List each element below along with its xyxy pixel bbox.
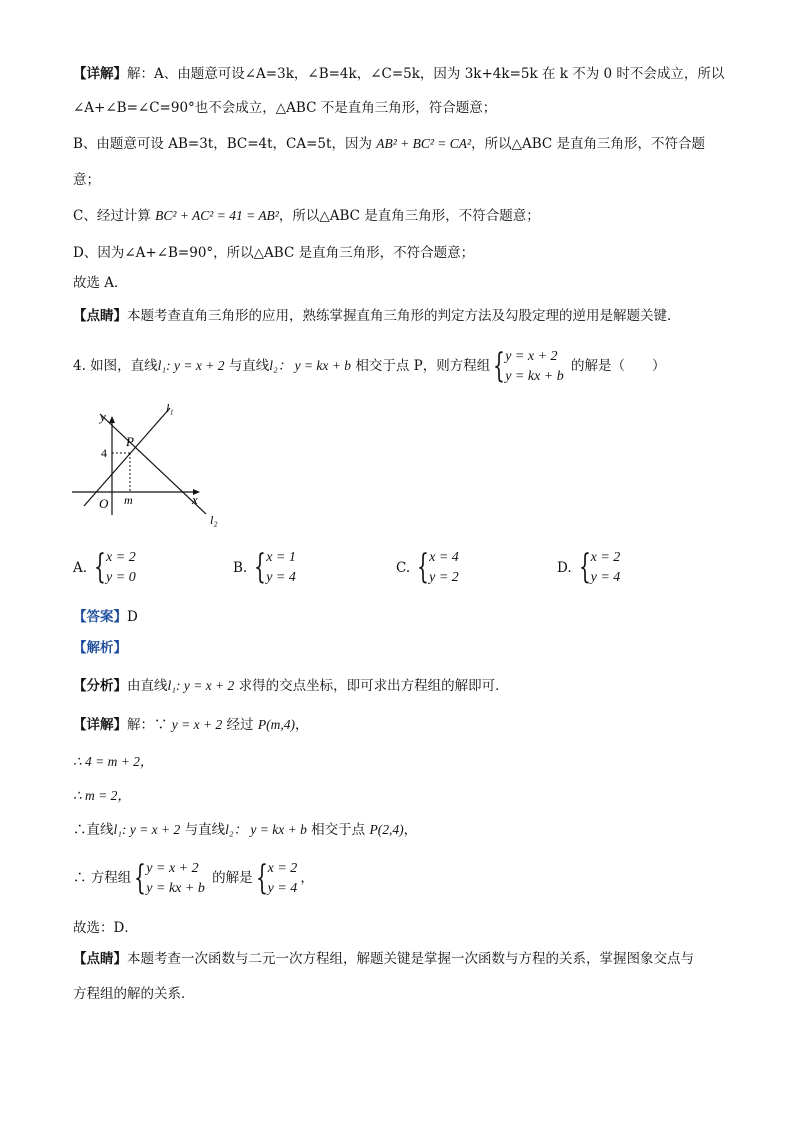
detail2-tag: 【详解】 xyxy=(73,717,127,733)
question-mid2: 相交于点 P，则方程组 xyxy=(351,358,491,374)
x-axis-label: x xyxy=(192,492,198,507)
option-c-row1: x = 4 xyxy=(429,550,459,565)
dianjing2-line-2 xyxy=(73,984,195,1004)
detail-text-5b: ，所以△ABC 是直角三角形，不符合题意； xyxy=(278,208,540,224)
detail-text-4: 意； xyxy=(73,172,100,188)
option-d-system: { x = 2 y = 4 xyxy=(578,547,621,587)
dianjing-tag: 【点睛】 xyxy=(73,308,127,324)
l2-figure-label: l₂ xyxy=(210,513,218,527)
line-l2 xyxy=(100,414,206,514)
detail-s5-r4: y = 4 xyxy=(267,880,298,896)
graph-figure xyxy=(66,400,236,535)
detail-s1-point: P(m,4) xyxy=(257,717,295,732)
option-c-label: C. xyxy=(396,560,411,576)
option-b-label: B. xyxy=(233,560,248,576)
dianjing2-text1: 本题考查一次函数与二元一次方程组，解题关键是掌握一次函数与方程的关系，掌握图象交点与 xyxy=(127,951,694,967)
dianjing2-text2: 方程组的解的关系． xyxy=(73,986,195,1002)
detail-s4a: ∴直线 xyxy=(73,822,114,838)
detail-line-2 xyxy=(73,98,496,118)
detail-s4c: 相交于点 xyxy=(306,822,370,838)
detail-tag: 【详解】 xyxy=(73,66,127,82)
detail-line-3 xyxy=(73,134,705,154)
detail-step-6 xyxy=(73,918,138,938)
fenxi-text-b: 求得的交点坐标，即可求出方程组的解即可． xyxy=(234,678,509,694)
option-b[interactable] xyxy=(233,548,299,588)
detail-s4b: 与直线 xyxy=(180,822,226,838)
detail-s4-l2: l₂ xyxy=(225,822,234,837)
option-a-system: { x = 2 y = 0 xyxy=(94,547,136,587)
dianjing-text: 本题考查直角三角形的应用，熟练掌握直角三角形的判定方法及勾股定理的逆用是解题关键． xyxy=(127,308,681,324)
l2-equation: ： y = kx + b xyxy=(277,358,352,373)
fenxi-line xyxy=(73,676,509,696)
detail-step-4 xyxy=(73,820,417,840)
answer-tag: 【答案】 xyxy=(73,609,127,625)
detail-s5-system1: { y = x + 2 y = kx + b xyxy=(134,857,205,898)
detail-text-5a: C、经过计算 xyxy=(73,208,156,224)
detail-step-5 xyxy=(73,858,314,899)
detail-step-2 xyxy=(73,752,153,772)
option-b-row1: x = 1 xyxy=(266,550,296,565)
detail-line-7 xyxy=(73,273,128,293)
detail-s1c: ， xyxy=(294,717,309,733)
option-c-system: { x = 4 y = 2 xyxy=(417,547,459,587)
jiexi-line xyxy=(73,638,127,658)
detail-s5c: ， xyxy=(300,870,314,886)
line-l1 xyxy=(84,408,170,506)
l1-equation: : y = x + 2 xyxy=(166,358,225,373)
question-sys-row1: y = x + 2 xyxy=(505,348,558,364)
question-system: { y = x + 2 y = kx + b xyxy=(493,345,564,386)
fenxi-text-a: 由直线 xyxy=(127,678,168,694)
detail-s5-r3: x = 2 xyxy=(267,860,298,876)
point-p-label: P xyxy=(126,434,134,449)
detail-s4-point: P(2,4) xyxy=(369,822,404,837)
fenxi-equation: : y = x + 2 xyxy=(175,678,235,693)
detail-s5-r1: y = x + 2 xyxy=(146,860,199,876)
x-tick-m-label: m xyxy=(124,493,133,507)
option-d-row2: y = 4 xyxy=(590,570,621,585)
y-axis-label: y xyxy=(100,409,106,424)
origin-label: O xyxy=(99,496,109,511)
l1-figure-label: l₁ xyxy=(166,401,174,415)
option-a[interactable] xyxy=(73,548,139,588)
detail-text-6: D、因为∠A+∠B=90°，所以△ABC 是直角三角形，不符合题意； xyxy=(73,245,475,261)
option-b-row2: y = 4 xyxy=(266,570,296,585)
detail-s5-r2: y = kx + b xyxy=(146,880,205,896)
option-a-row1: x = 2 xyxy=(106,550,136,565)
detail-text-1: 解：A、由题意可设∠A=3k，∠B=4k，∠C=5k，因为 3k+4k=5k 在 k 不为 0 时不会成立，所以 xyxy=(127,66,725,82)
option-d-row1: x = 2 xyxy=(590,550,621,565)
option-c[interactable] xyxy=(396,548,462,588)
detail-s4-l1: l₁ xyxy=(113,822,122,837)
question-4 xyxy=(73,346,666,387)
detail-line-4 xyxy=(73,170,100,190)
dianjing-line xyxy=(73,306,681,326)
question-sys-row2: y = kx + b xyxy=(505,368,564,384)
l1-name: l₁ xyxy=(157,358,167,373)
option-a-row2: y = 0 xyxy=(106,570,136,585)
detail-s5-system2: { x = 2 y = 4 xyxy=(255,857,298,898)
detail-step-1 xyxy=(73,715,308,735)
detail-step-3 xyxy=(73,786,131,806)
y-axis-arrow xyxy=(109,416,115,423)
question-mid: 与直线 xyxy=(224,358,270,374)
option-d[interactable] xyxy=(557,548,623,588)
option-b-system: { x = 1 y = 4 xyxy=(254,547,296,587)
detail-s1b: 经过 xyxy=(222,717,258,733)
fenxi-tag: 【分析】 xyxy=(73,678,127,694)
detail-s3: ∴ m = 2， xyxy=(73,788,131,803)
detail-text-3a: B、由题意可设 AB=3t，BC=4t，CA=5t，因为 xyxy=(73,136,377,152)
question-prefix: 4. 如图，直线 xyxy=(73,358,158,374)
answer-line xyxy=(73,607,138,627)
detail-text-2: ∠A+∠B=∠C=90°也不会成立，△ABC 不是直角三角形，符合题意； xyxy=(73,100,497,116)
answer-value: D xyxy=(127,609,138,625)
detail-line-5 xyxy=(73,206,540,226)
detail-line-1 xyxy=(73,64,724,84)
jiexi-tag: 【解析】 xyxy=(73,640,127,656)
question-suffix: 的解是（ ） xyxy=(566,358,666,374)
equation-pythag-2: BC² + AC² = 41 = AB² xyxy=(155,208,279,223)
option-c-row2: y = 2 xyxy=(429,570,459,585)
option-a-label: A. xyxy=(73,560,88,576)
detail-s4-eq2: ： y = kx + b xyxy=(233,822,307,837)
detail-s6: 故选：D． xyxy=(73,920,138,936)
dianjing2-line-1 xyxy=(73,949,694,969)
dianjing2-tag: 【点睛】 xyxy=(73,951,127,967)
detail-text-7: 故选 A． xyxy=(73,275,128,291)
detail-text-3b: ，所以△ABC 是直角三角形，不符合题 xyxy=(471,136,706,152)
l2-name: l₂ xyxy=(269,358,278,373)
detail-s4-eq1: : y = x + 2 xyxy=(121,822,181,837)
detail-s1-eq: y = x + 2 xyxy=(171,717,223,732)
detail-s1a: 解：∵ xyxy=(127,717,172,733)
detail-s2: ∴ 4 = m + 2， xyxy=(73,754,154,769)
fenxi-l1-name: l₁ xyxy=(167,678,176,693)
option-d-label: D. xyxy=(557,560,572,576)
detail-s5a: ∴ 方程组 xyxy=(73,870,132,886)
detail-s5b: 的解是 xyxy=(207,870,253,886)
detail-s4d: ， xyxy=(403,822,418,838)
equation-pythag-1: AB² + BC² = CA² xyxy=(376,136,472,151)
y-tick-4-label: 4 xyxy=(101,446,107,460)
detail-line-6 xyxy=(73,243,474,263)
